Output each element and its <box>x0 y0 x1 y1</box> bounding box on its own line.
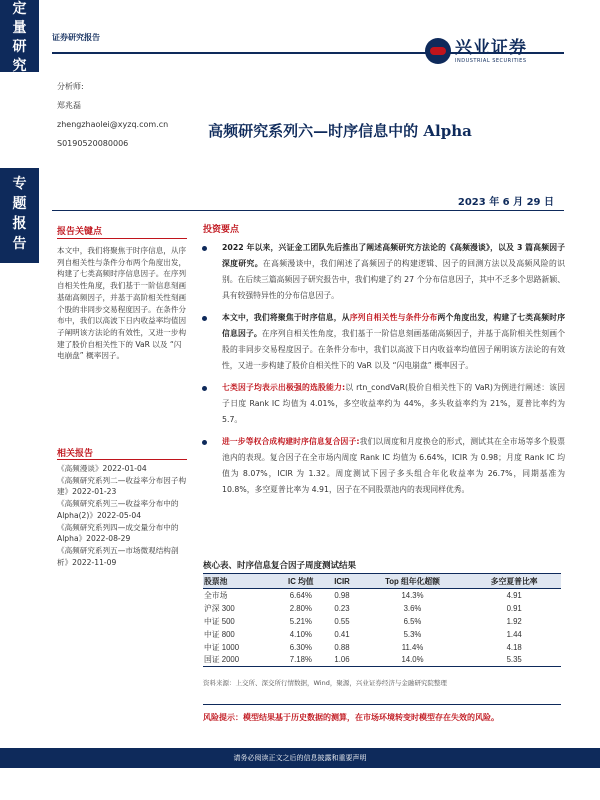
side-mid-label: 专 题 报 告 <box>0 168 39 263</box>
invest-point: 进一步等权合成构建时序信息复合因子:我们以周度和月度换仓的形式，测试其在全市场等多个股票池内的表现。复合因子在全市场内周度 Rank IC 均值为 6.64%，ICIR 为 0.98；月度 Rank IC 均值为 8.07%，ICIR 为 1.32。周度测试下因子多头组合年化收益率为 26.7%，同期基准为 10.8%，多空夏普比率为 4.91，因子在不同股票池内的表现同样优秀。 <box>200 434 565 498</box>
risk-warning: 风险提示：模型结果基于历史数据的测算，在市场环境转变时模型存在失效的风险。 <box>203 713 499 722</box>
table-cell: 0.23 <box>334 603 350 613</box>
side-band <box>0 0 39 800</box>
related-heading: 相关报告 <box>57 449 94 459</box>
analyst-label: 分析师: <box>57 82 84 91</box>
table-row <box>203 628 561 641</box>
column-header: Top 组年化超额 <box>358 574 468 589</box>
table-cell: 5.3% <box>403 629 422 639</box>
table-row <box>203 654 561 667</box>
related-item[interactable]: 《高频漫谈》2022-01-04 <box>57 464 147 473</box>
column-header: ICIR <box>326 574 357 589</box>
risk-rule <box>203 704 561 705</box>
table-cell: 国证 2000 <box>203 654 275 667</box>
table-cell: 3.6% <box>403 603 422 613</box>
table-cell: 0.55 <box>334 616 350 626</box>
report-label: 证券研究报告 <box>52 33 100 42</box>
table-cell: 5.35 <box>467 654 561 667</box>
summary-heading: 报告关键点 <box>57 227 103 237</box>
table-cell: 沪深 300 <box>204 603 235 613</box>
related-list <box>57 463 187 568</box>
report-date: 2023 年 6 月 29 日 <box>457 197 554 208</box>
company-logo <box>425 38 527 64</box>
summary-text: 本文中，我们将聚焦于时序信息，从序列自相关性与条件分布两个角度出发，构建了七类高频时序信息因子。在序列自相关性角度，我们基于一阶信息刻画基础高频因子，并基于高阶相关性刻画个股的非同步交易程度因子。在条件分布中，我们以高波下日内收益率均值因子阐明该方法论的有效性，又进一步构建了股价自相关性下的 VaR 以及 “闪电崩盘” 概率因子。 <box>57 246 187 361</box>
table-cell: 0.88 <box>334 642 350 652</box>
related-item[interactable]: 《高频研究系列三—收益率分布中的 Alpha(2)》2022-05-04 <box>57 499 179 520</box>
table-cell: 中证 1000 <box>204 642 240 652</box>
table-cell: 中证 800 <box>204 629 235 639</box>
table-cell: 7.18% <box>275 654 326 667</box>
invest-point: 2022 年以来，兴证金工团队先后推出了阐述高频研究方法论的《高频漫谈》，以及 3 篇高频因子深度研究。在高频漫谈中，我们阐述了高频因子的构建逻辑、因子的回测方法以及高频风险的识别。在后续三篇高频因子研究报告中，我们构建了约 27 个分布信息因子，其中不乏多个思路新颖、具有较强特异性的分布信息因子。 <box>200 240 565 304</box>
table-cell: 全市场 <box>204 590 228 600</box>
footer-disclaimer: 请务必阅读正文之后的信息披露和重要声明 <box>0 748 600 768</box>
column-header: 股票池 <box>203 574 275 589</box>
logo-mark-icon <box>425 38 451 64</box>
table-cell: 0.98 <box>334 590 350 600</box>
table-cell: 6.30% <box>289 642 312 652</box>
summary-rule <box>57 238 187 239</box>
table-cell: 中证 500 <box>204 616 235 626</box>
table-cell: 1.44 <box>506 629 522 639</box>
bullet-icon <box>202 246 207 251</box>
table-cell: 11.4% <box>401 642 424 652</box>
related-item[interactable]: 《高频研究系列二—收益率分布因子构建》2022-01-23 <box>57 475 187 497</box>
table-cell: 4.91 <box>506 590 522 600</box>
table-title: 核心表、时序信息复合因子周度测试结果 <box>203 561 357 571</box>
column-header: 多空夏普比率 <box>467 574 561 589</box>
related-item[interactable]: 《高频研究系列五—市场微观结构剖析》2022-11-09 <box>57 545 179 567</box>
table-cell: 1.92 <box>506 616 522 626</box>
logo-chinese: 兴业证券 <box>455 38 527 58</box>
table-row <box>203 602 561 615</box>
invest-heading: 投资要点 <box>203 225 240 235</box>
analyst-block <box>57 77 168 153</box>
analyst-license: S0190520080006 <box>57 139 129 148</box>
bullet-icon <box>202 386 207 391</box>
table-cell: 5.21% <box>289 616 312 626</box>
invest-point: 七类因子均表示出极强的选股能力:以 rtn_condVaR(股价自相关性下的 VaR)为例进行阐述：该因子日度 Rank IC 均值为 4.01%，多空收益率约为 44%，多头收益率约为 21%，夏普比率约为 5.7。 <box>200 380 565 428</box>
table-cell: 4.18 <box>506 642 522 652</box>
table-cell: 6.64% <box>289 590 312 600</box>
table-source: 资料来源：上交所、深交所行情数据，Wind，聚源，兴业证券经济与金融研究院整理 <box>203 679 447 687</box>
table-cell: 1.06 <box>326 654 357 667</box>
table-cell: 2.80% <box>289 603 312 613</box>
table-cell: 0.41 <box>334 629 350 639</box>
analyst-email: zhengzhaolei@xyzq.com.cn <box>57 120 169 129</box>
column-header: IC 均值 <box>275 574 326 589</box>
invest-points <box>200 240 565 504</box>
bullet-icon <box>202 316 207 321</box>
related-item[interactable]: 《高频研究系列四—成交量分布中的 Alpha》2022-08-29 <box>57 522 179 544</box>
table-cell: 14.0% <box>358 654 468 667</box>
results-table <box>203 573 561 667</box>
report-title: 高频研究系列六—时序信息中的 Alpha <box>208 122 472 140</box>
table-cell: 4.10% <box>289 629 312 639</box>
table-cell: 0.91 <box>506 603 522 613</box>
invest-point: 本文中，我们将聚焦于时序信息，从序列自相关性与条件分布两个角度出发，构建了七类高频时序信息因子。在序列自相关性角度，我们基于一阶信息刻画基础高频因子，并基于高阶相关性刻画个股的非同步交易程度因子。在条件分布中，我们以高波下日内收益率均值因子阐明该方法论的有效性，又进一步构建了股价自相关性下的 VaR 以及 “闪电崩盘” 概率因子。 <box>200 310 565 374</box>
side-top-label: 定 量 研 究 <box>0 0 39 72</box>
related-rule <box>57 459 187 460</box>
logo-english: INDUSTRIAL SECURITIES <box>455 58 527 64</box>
table-row <box>203 589 561 602</box>
table-cell: 6.5% <box>403 616 422 626</box>
table-row <box>203 641 561 654</box>
table-row <box>203 615 561 628</box>
analyst-name: 郑兆磊 <box>57 101 81 110</box>
date-rule <box>52 210 564 211</box>
bullet-icon <box>202 440 207 445</box>
table-cell: 14.3% <box>401 590 424 600</box>
